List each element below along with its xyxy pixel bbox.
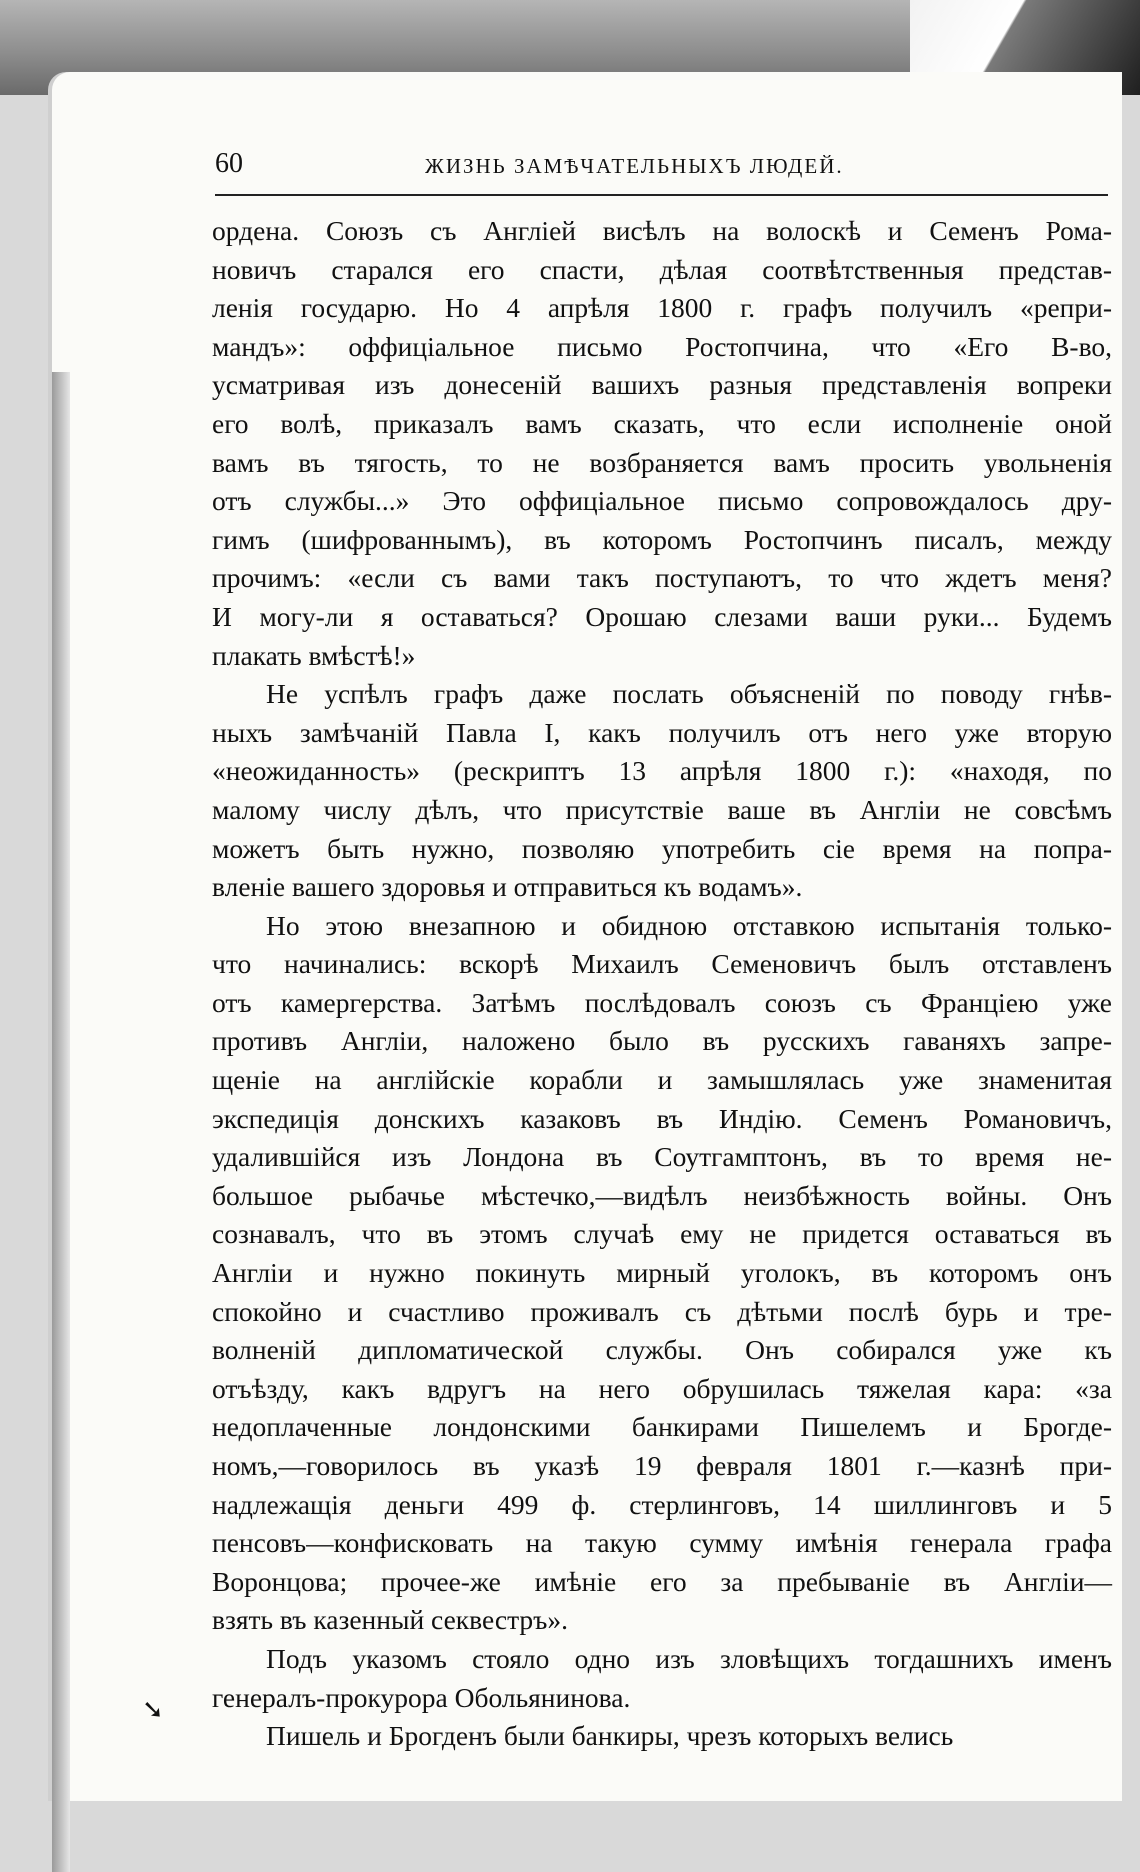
text-line: отъ камергерства. Затѣмъ послѣдовалъ союзъ съ Франціею уже xyxy=(212,986,1112,1018)
text-line: усматривая изъ донесеній вашихъ разныя представленія вопреки xyxy=(212,369,1112,401)
text-line: генералъ-прокурора Обольянинова. xyxy=(212,1681,631,1713)
page-edge xyxy=(52,372,70,1872)
text-line: «неожиданность» (рескриптъ 13 апрѣля 1800 г.): «находя, по xyxy=(212,755,1112,787)
text-line: ордена. Союзъ съ Англіей висѣлъ на волоскѣ и Семенъ Рома- xyxy=(212,215,1112,246)
text-line: прочимъ: «если съ вами такъ поступаютъ, то что ждетъ меня? xyxy=(212,562,1112,594)
paragraph xyxy=(212,675,1112,907)
text-line: взять въ казенный секвестръ». xyxy=(212,1604,569,1636)
text-line: номъ,—говорилось въ указѣ 19 февраля 1801 г.—казнѣ при- xyxy=(212,1450,1112,1481)
paragraph xyxy=(212,907,1112,1640)
text-line: ныхъ замѣчаній Павла I, какъ получилъ отъ него уже вторую xyxy=(212,716,1112,748)
text-line: недоплаченные лондонскими банкирами Пишелемъ и Брогде- xyxy=(212,1411,1112,1443)
text-line: волненій дипломатической службы. Онъ собирался уже къ xyxy=(212,1334,1112,1366)
text-line: отъѣзду, какъ вдругъ на него обрушилась тяжелая кара: «за xyxy=(212,1372,1112,1404)
text-line: сознавалъ, что въ этомъ случаѣ ему не придется оставаться въ xyxy=(212,1218,1112,1250)
text-line: Подъ указомъ стояло одно изъ зловѣщихъ тогдашнихъ именъ xyxy=(266,1642,1112,1674)
text-line: Воронцова; прочее-же имѣніе его за пребываніе въ Англіи— xyxy=(212,1565,1112,1597)
running-title: ЖИЗНЬ ЗАМѢЧАТЕЛЬНЫХЪ ЛЮДЕЙ. xyxy=(425,154,844,178)
body-text xyxy=(212,212,1112,1756)
text-line: новичъ старался его спасти, дѣлая соотвѣтственныя представ- xyxy=(212,253,1112,285)
text-line: плакать вмѣстѣ!» xyxy=(212,639,416,671)
text-line: удалившійся изъ Лондона въ Соутгамптонъ, въ то время не- xyxy=(212,1141,1112,1173)
text-line: экспедиція донскихъ казаковъ въ Индію. Семенъ Романовичъ, xyxy=(212,1102,1112,1134)
text-line: что начинались: вскорѣ Михаилъ Семеновичъ былъ отставленъ xyxy=(212,948,1112,980)
text-line: можетъ быть нужно, позволяю употребить сіе время на попра- xyxy=(212,832,1112,864)
text-line: вамъ въ тягость, то не возбраняется вамъ просить увольненія xyxy=(212,446,1112,478)
text-line: ленія государю. Но 4 апрѣля 1800 г. графъ получилъ «репри- xyxy=(212,292,1112,324)
text-line: Англіи и нужно покинуть мирный уголокъ, въ которомъ онъ xyxy=(212,1257,1112,1289)
text-line: Но этою внезапною и обидною отставкою испытанія только- xyxy=(266,909,1112,941)
text-line: отъ службы...» Это оффиціальное письмо сопровождалось дру- xyxy=(212,485,1112,517)
text-line: щеніе на англійскіе корабли и замышлялась уже знаменитая xyxy=(212,1064,1112,1096)
margin-arrow-mark: ➘ xyxy=(142,1695,164,1725)
paragraph xyxy=(212,1640,1112,1717)
page-number: 60 xyxy=(215,148,243,179)
text-line: его волѣ, приказалъ вамъ сказать, что если исполненіе оной xyxy=(212,407,1112,439)
text-line: гимъ (шифрованнымъ), въ которомъ Ростопчинъ писалъ, между xyxy=(212,523,1112,555)
text-line: малому числу дѣлъ, что присутствіе ваше въ Англіи не совсѣмъ xyxy=(212,793,1112,825)
text-line: спокойно и счастливо проживалъ съ дѣтьми послѣ бурь и тре- xyxy=(212,1295,1112,1327)
text-line: И могу-ли я оставаться? Орошаю слезами ваши руки... Будемъ xyxy=(212,600,1112,632)
text-line: мандъ»: оффиціальное письмо Ростопчина, что «Его В-во, xyxy=(212,330,1112,362)
text-line: пенсовъ—конфисковать на такую сумму имѣнія генерала графа xyxy=(212,1527,1112,1559)
text-line: надлежащія деньги 499 ф. стерлинговъ, 14 шиллинговъ и 5 xyxy=(212,1488,1112,1520)
text-line: большое рыбачье мѣстечко,—видѣлъ неизбѣжность войны. Онъ xyxy=(212,1179,1112,1211)
text-line: Пишель и Брогденъ были банкиры, чрезъ которыхъ велись xyxy=(266,1720,954,1752)
text-line: противъ Англіи, наложено было въ русскихъ гаваняхъ запре- xyxy=(212,1025,1112,1057)
paragraph xyxy=(212,1717,1112,1756)
text-line: Не успѣлъ графъ даже послать объясненій по поводу гнѣв- xyxy=(266,678,1112,710)
paragraph xyxy=(212,212,1112,675)
page-header xyxy=(215,148,1108,196)
text-line: вленіе вашего здоровья и отправиться къ водамъ». xyxy=(212,871,803,903)
